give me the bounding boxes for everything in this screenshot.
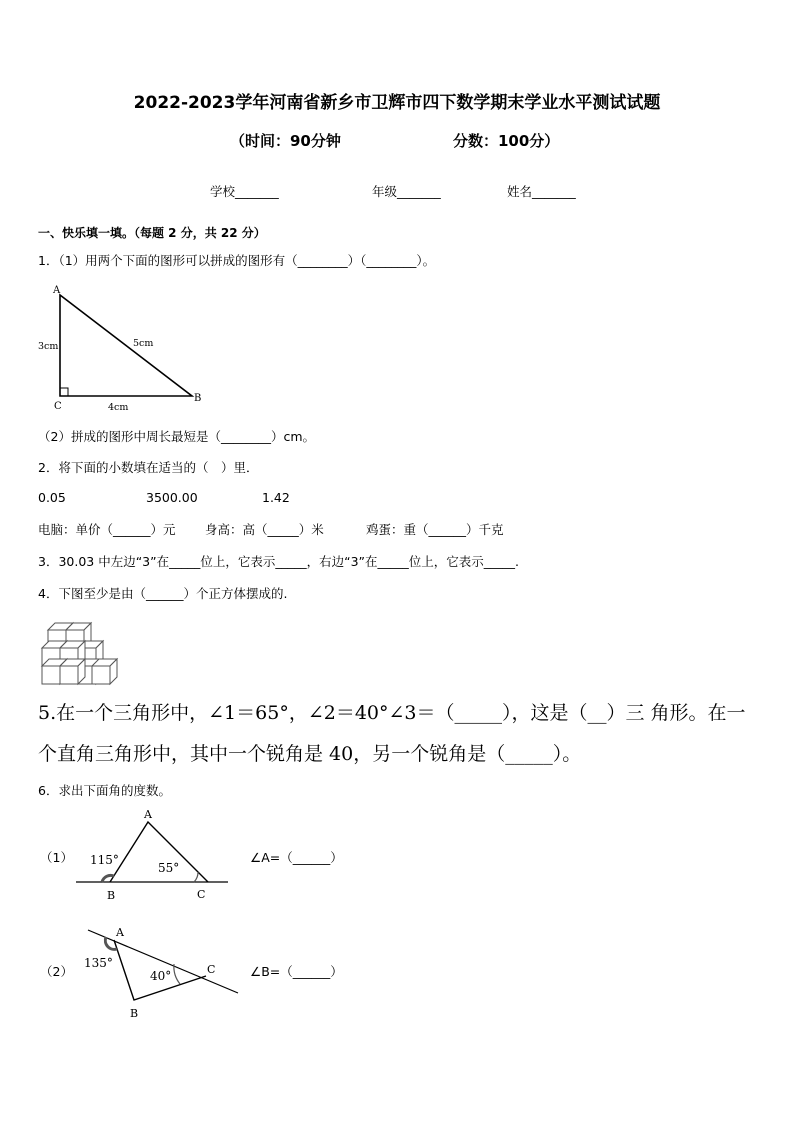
- p1-exterior-angle: 115°: [90, 853, 119, 867]
- triangle-figure-2: [70, 918, 245, 1030]
- cube: [60, 659, 85, 684]
- question-5-line-2: 个直角三角形中，其中一个锐角是 40，另一个锐角是（_____）。: [38, 743, 582, 765]
- exam-score: 分数：100分）: [453, 132, 560, 150]
- egg-weight-blank: 鸡蛋：重（______）千克: [366, 522, 504, 537]
- problem-6-1-answer: ∠A=（______）: [250, 850, 343, 865]
- school-field: 学校_______: [210, 184, 279, 199]
- question-2: 2．将下面的小数填在适当的（ ）里．: [38, 460, 259, 475]
- height-blank: 身高：高（_____）米: [205, 522, 324, 537]
- decimal-2: 3500.00: [146, 490, 198, 505]
- cube: [92, 659, 117, 684]
- p1-angle-c: 55°: [158, 861, 180, 875]
- p1-vertex-a: A: [144, 808, 152, 821]
- question-3: 3．30.03 中左边“3”在_____位上，它表示_____，右边“3”在_____位上，它表示_____.: [38, 554, 519, 569]
- vertex-c-label: C: [54, 401, 62, 412]
- question-5-line-1: 5.在一个三角形中，∠1＝65°，∠2＝40°∠3＝（_____），这是（__）三 角形。在一: [38, 702, 746, 724]
- p2-vertex-b: B: [130, 1007, 139, 1020]
- vertex-a-label: A: [53, 285, 61, 296]
- cube-stack-figure: [38, 608, 120, 686]
- p1-vertex-c: C: [197, 888, 206, 901]
- section-heading: 一、快乐填一填。（每题 2 分，共 22 分）: [38, 226, 266, 240]
- problem-6-1-label: （1）: [40, 850, 73, 865]
- side-ab-label: 5cm: [133, 338, 154, 349]
- p2-angle-c: 40°: [150, 969, 172, 983]
- vertex-b-label: B: [194, 393, 202, 404]
- page-title: 2022-2023学年河南省新乡市卫辉市四下数学期末学业水平测试试题: [133, 93, 661, 113]
- p2-vertex-c: C: [207, 963, 216, 976]
- side-cb-label: 4cm: [108, 402, 129, 413]
- problem-6-2-answer: ∠B=（______）: [250, 964, 343, 979]
- problem-6-2-label: （2）: [40, 964, 73, 979]
- question-6: 6．求出下面角的度数。: [38, 783, 171, 798]
- exam-time: （时间：90分钟: [230, 132, 341, 150]
- computer-price-blank: 电脑：单价（______）元: [38, 522, 176, 537]
- question-1-part-2: （2）拼成的图形中周长最短是（________）cm。: [38, 429, 316, 444]
- grade-field: 年级_______: [372, 184, 441, 199]
- question-4: 4．下图至少是由（______）个正方体摆成的.: [38, 586, 288, 601]
- triangle-figure-1: [70, 804, 240, 904]
- p1-vertex-b: B: [107, 889, 116, 902]
- p2-exterior-angle: 135°: [84, 956, 113, 970]
- side-ac-label: 3cm: [38, 341, 59, 352]
- decimal-1: 0.05: [38, 490, 66, 505]
- right-triangle-figure: [30, 282, 220, 414]
- question-1-part-1: 1．（1）用两个下面的图形可以拼成的图形有（________）（________）。: [38, 253, 436, 268]
- name-field: 姓名_______: [507, 184, 576, 199]
- decimal-3: 1.42: [262, 490, 290, 505]
- p2-vertex-a: A: [116, 926, 124, 939]
